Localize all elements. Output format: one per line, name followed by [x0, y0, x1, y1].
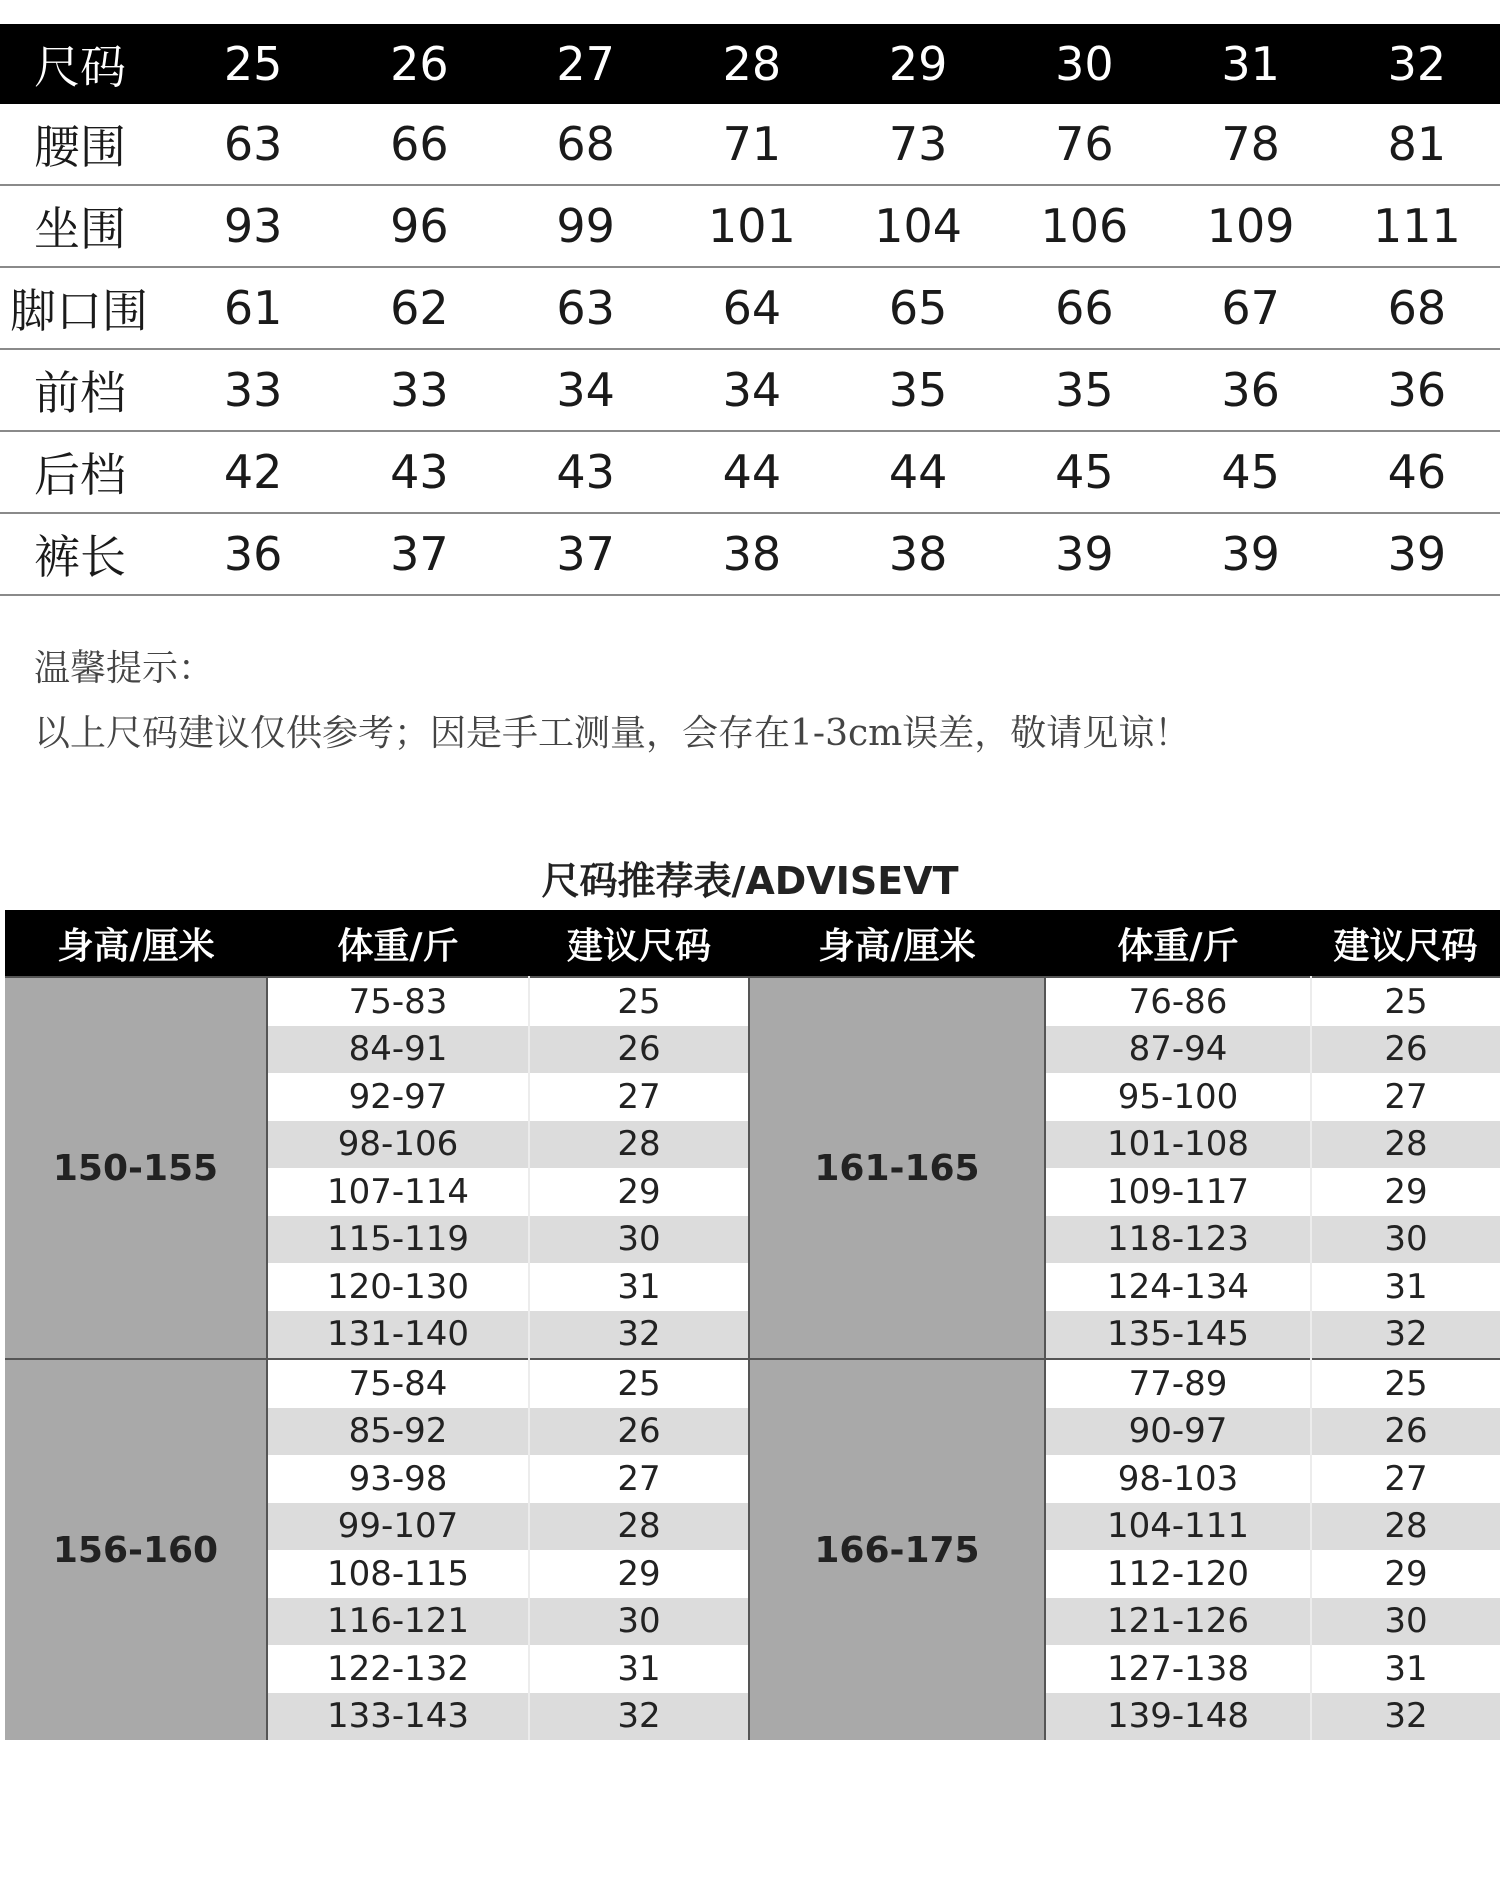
measurement-value: 35	[835, 349, 1001, 431]
suggested-size-cell: 28	[1311, 1503, 1500, 1551]
measurement-value: 43	[503, 431, 669, 513]
suggested-size-cell: 32	[1311, 1311, 1500, 1360]
measurement-value: 39	[1001, 513, 1167, 595]
weight-range-cell: 131-140	[267, 1311, 529, 1360]
weight-range-cell: 77-89	[1045, 1359, 1311, 1408]
weight-range-cell: 92-97	[267, 1073, 529, 1121]
size-header-cell: 30	[1001, 24, 1167, 104]
measurement-row	[0, 185, 1500, 267]
measurement-value: 68	[503, 104, 669, 185]
size-header-row	[0, 24, 1500, 104]
measurement-value: 39	[1168, 513, 1334, 595]
weight-range-cell: 98-106	[267, 1121, 529, 1169]
suggested-size-cell: 32	[529, 1693, 749, 1741]
measurement-label: 腰围	[0, 104, 170, 185]
weight-range-cell: 75-84	[267, 1359, 529, 1408]
measurement-label: 脚口围	[0, 267, 170, 349]
weight-range-cell: 93-98	[267, 1455, 529, 1503]
suggested-size-cell: 29	[1311, 1550, 1500, 1598]
measurement-value: 42	[170, 431, 336, 513]
measurement-value: 34	[503, 349, 669, 431]
measurement-value: 37	[503, 513, 669, 595]
suggested-size-cell: 27	[529, 1455, 749, 1503]
suggested-size-cell: 29	[529, 1550, 749, 1598]
measurement-value: 68	[1334, 267, 1500, 349]
weight-range-cell: 116-121	[267, 1598, 529, 1646]
size-header-cell: 27	[503, 24, 669, 104]
weight-range-cell: 127-138	[1045, 1645, 1311, 1693]
measurement-row	[0, 349, 1500, 431]
suggested-size-cell: 26	[529, 1026, 749, 1074]
size-header-cell: 32	[1334, 24, 1500, 104]
weight-range-cell: 124-134	[1045, 1263, 1311, 1311]
measurement-value: 44	[669, 431, 835, 513]
measurement-row	[0, 431, 1500, 513]
weight-range-cell: 76-86	[1045, 977, 1311, 1026]
weight-range-cell: 122-132	[267, 1645, 529, 1693]
size-recommend-table	[5, 910, 1500, 1740]
measurement-value: 35	[1001, 349, 1167, 431]
measurement-value: 33	[336, 349, 502, 431]
measurement-value: 34	[669, 349, 835, 431]
size-header-cell: 28	[669, 24, 835, 104]
weight-range-cell: 135-145	[1045, 1311, 1311, 1360]
weight-range-cell: 120-130	[267, 1263, 529, 1311]
suggested-size-cell: 27	[1311, 1073, 1500, 1121]
weight-range-cell: 104-111	[1045, 1503, 1311, 1551]
recommend-row	[5, 1359, 1500, 1408]
measurement-value: 33	[170, 349, 336, 431]
suggested-size-cell: 32	[529, 1311, 749, 1360]
measurement-value: 61	[170, 267, 336, 349]
height-range-cell: 150-155	[5, 977, 267, 1359]
weight-range-cell: 87-94	[1045, 1026, 1311, 1074]
weight-range-cell: 121-126	[1045, 1598, 1311, 1646]
suggested-size-cell: 28	[1311, 1121, 1500, 1169]
recommend-row	[5, 977, 1500, 1026]
height-range-cell: 166-175	[749, 1359, 1045, 1740]
measurement-value: 46	[1334, 431, 1500, 513]
weight-range-cell: 75-83	[267, 977, 529, 1026]
suggested-size-cell: 26	[1311, 1408, 1500, 1456]
weight-range-cell: 109-117	[1045, 1168, 1311, 1216]
measurement-value: 66	[1001, 267, 1167, 349]
measurement-value: 63	[170, 104, 336, 185]
suggested-size-cell: 31	[529, 1645, 749, 1693]
measurement-row	[0, 267, 1500, 349]
suggested-size-cell: 29	[1311, 1168, 1500, 1216]
weight-range-cell: 84-91	[267, 1026, 529, 1074]
measurement-value: 73	[835, 104, 1001, 185]
measurement-value: 36	[170, 513, 336, 595]
recommend-header-cell: 建议尺码	[529, 910, 749, 977]
weight-range-cell: 115-119	[267, 1216, 529, 1264]
suggested-size-cell: 25	[1311, 1359, 1500, 1408]
measurement-row	[0, 104, 1500, 185]
suggested-size-cell: 27	[1311, 1455, 1500, 1503]
measurement-value: 99	[503, 185, 669, 267]
suggested-size-cell: 29	[529, 1168, 749, 1216]
suggested-size-cell: 28	[529, 1503, 749, 1551]
measurement-value: 62	[336, 267, 502, 349]
weight-range-cell: 108-115	[267, 1550, 529, 1598]
measurement-value: 36	[1168, 349, 1334, 431]
tip-body: 以上尺码建议仅供参考；因是手工测量，会存在1-3cm误差，敬请见谅！	[34, 713, 1191, 754]
measurement-value: 36	[1334, 349, 1500, 431]
measurement-value: 78	[1168, 104, 1334, 185]
weight-range-cell: 112-120	[1045, 1550, 1311, 1598]
weight-range-cell: 133-143	[267, 1693, 529, 1741]
suggested-size-cell: 25	[529, 977, 749, 1026]
measurement-value: 37	[336, 513, 502, 595]
measurement-value: 67	[1168, 267, 1334, 349]
suggested-size-cell: 30	[1311, 1598, 1500, 1646]
suggested-size-cell: 31	[1311, 1645, 1500, 1693]
measurement-value: 44	[835, 431, 1001, 513]
weight-range-cell: 85-92	[267, 1408, 529, 1456]
measurement-value: 65	[835, 267, 1001, 349]
measurement-value: 76	[1001, 104, 1167, 185]
recommend-header-cell: 身高/厘米	[749, 910, 1045, 977]
measurement-label: 后档	[0, 431, 170, 513]
suggested-size-cell: 31	[1311, 1263, 1500, 1311]
measurement-value: 81	[1334, 104, 1500, 185]
recommend-header-cell: 身高/厘米	[5, 910, 267, 977]
weight-range-cell: 90-97	[1045, 1408, 1311, 1456]
suggested-size-cell: 30	[529, 1216, 749, 1264]
measurement-value: 111	[1334, 185, 1500, 267]
suggested-size-cell: 30	[1311, 1216, 1500, 1264]
weight-range-cell: 107-114	[267, 1168, 529, 1216]
weight-range-cell: 118-123	[1045, 1216, 1311, 1264]
measurement-value: 43	[336, 431, 502, 513]
measurement-value: 71	[669, 104, 835, 185]
measurement-label: 前档	[0, 349, 170, 431]
suggested-size-cell: 32	[1311, 1693, 1500, 1741]
measurement-value: 38	[669, 513, 835, 595]
measurement-value: 39	[1334, 513, 1500, 595]
suggested-size-cell: 28	[529, 1121, 749, 1169]
tip-title: 温馨提示：	[34, 648, 215, 689]
suggested-size-cell: 25	[529, 1359, 749, 1408]
weight-range-cell: 99-107	[267, 1503, 529, 1551]
recommend-header-cell: 体重/斤	[1045, 910, 1311, 977]
weight-range-cell: 139-148	[1045, 1693, 1311, 1741]
measurement-value: 45	[1001, 431, 1167, 513]
size-header-cell: 25	[170, 24, 336, 104]
size-table	[0, 24, 1500, 596]
height-range-cell: 161-165	[749, 977, 1045, 1359]
measurement-value: 66	[336, 104, 502, 185]
measurement-value: 45	[1168, 431, 1334, 513]
measurement-value: 101	[669, 185, 835, 267]
size-header-cell: 31	[1168, 24, 1334, 104]
suggested-size-cell: 26	[1311, 1026, 1500, 1074]
recommend-header-cell: 建议尺码	[1311, 910, 1500, 977]
measurement-value: 104	[835, 185, 1001, 267]
suggested-size-cell: 25	[1311, 977, 1500, 1026]
recommend-header-cell: 体重/斤	[267, 910, 529, 977]
measurement-value: 63	[503, 267, 669, 349]
suggested-size-cell: 26	[529, 1408, 749, 1456]
size-header-label: 尺码	[0, 24, 170, 104]
measurement-value: 109	[1168, 185, 1334, 267]
weight-range-cell: 98-103	[1045, 1455, 1311, 1503]
weight-range-cell: 95-100	[1045, 1073, 1311, 1121]
recommend-header-row	[5, 910, 1500, 977]
measurement-value: 93	[170, 185, 336, 267]
measurement-label: 坐围	[0, 185, 170, 267]
suggested-size-cell: 31	[529, 1263, 749, 1311]
suggested-size-cell: 30	[529, 1598, 749, 1646]
recommend-table-title: 尺码推荐表/ADVISEVT	[541, 859, 959, 903]
height-range-cell: 156-160	[5, 1359, 267, 1740]
suggested-size-cell: 27	[529, 1073, 749, 1121]
size-header-cell: 26	[336, 24, 502, 104]
measurement-value: 64	[669, 267, 835, 349]
measurement-value: 106	[1001, 185, 1167, 267]
measurement-label: 裤长	[0, 513, 170, 595]
measurement-value: 96	[336, 185, 502, 267]
measurement-row	[0, 513, 1500, 595]
measurement-value: 38	[835, 513, 1001, 595]
weight-range-cell: 101-108	[1045, 1121, 1311, 1169]
size-header-cell: 29	[835, 24, 1001, 104]
